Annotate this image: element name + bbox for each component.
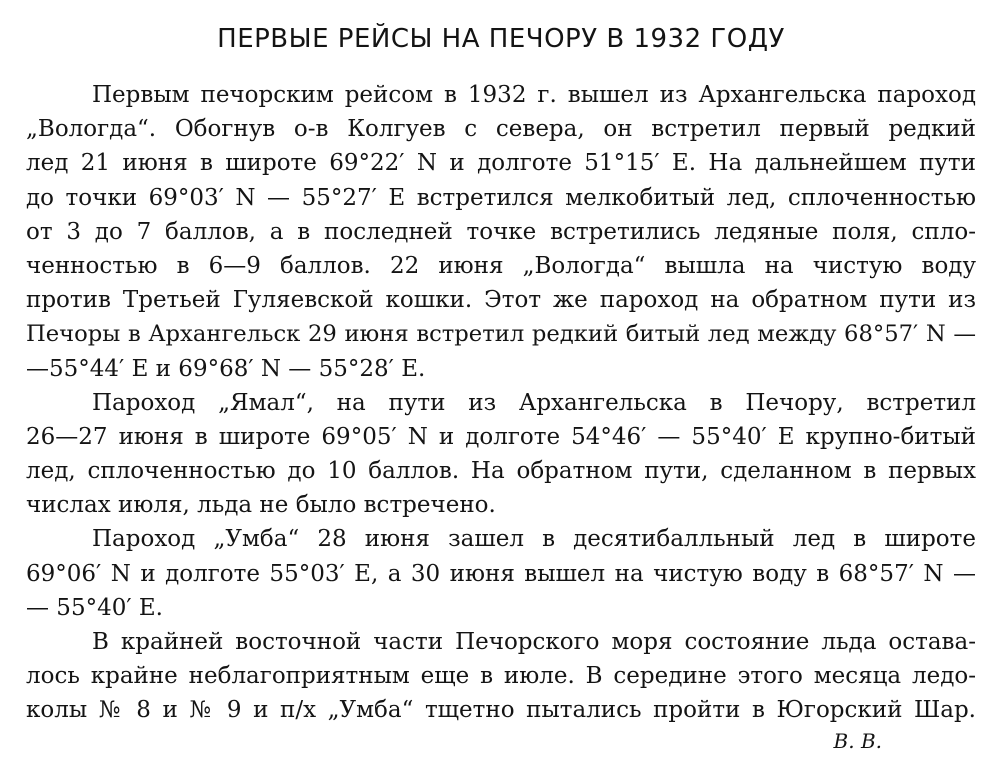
text-line: лед 21 июня в широте 69°22′ N и долготе 51°15′ E. На дальнейшем пути — [26, 150, 976, 177]
text-line: против Третьей Гуляевской кошки. Этот же пароход на обратном пути из — [26, 287, 976, 314]
text-line: Пароход „Умба“ 28 июня зашел в десятибалльный лед в широте — [92, 526, 976, 553]
text-line: ченностью в 6—9 баллов. 22 июня „Вологда“ вышла на чистую воду — [26, 252, 976, 279]
author-signature: В. В. — [833, 728, 882, 753]
text-line: лед, сплоченностью до 10 баллов. На обратном пути, сделанном в первых — [26, 458, 976, 485]
text-line: лось крайне неблагоприятным еще в июле. В середине этого месяца ледо- — [26, 663, 976, 690]
text-line: „Вологда“. Обогнув о-в Колгуев с севера, он встретил первый редкий — [26, 116, 976, 143]
text-line: Печоры в Архангельск 29 июня встретил редкий битый лед между 68°57′ N — — [26, 321, 976, 348]
text-line: В крайней восточной части Печорского моря состояние льда остава- — [92, 629, 976, 655]
text-line: 69°06′ N и долготе 55°03′ E, а 30 июня вышел на чистую воду в 68°57′ N — — [26, 560, 976, 587]
text-line: — 55°40′ E. — [26, 594, 163, 621]
text-line: до точки 69°03′ N — 55°27′ E встретился мелкобитый лед, сплоченностью — [26, 184, 976, 211]
text-line: 26—27 июня в широте 69°05′ N и долготе 54°46′ — 55°40′ E крупно-битый — [26, 423, 976, 450]
paragraph-umba — [26, 522, 976, 625]
text-line: Пароход „Ямал“, на пути из Архангельска в Печору, встретил — [92, 389, 976, 416]
text-line: от 3 до 7 баллов, а в последней точке встретились ледяные поля, спло- — [26, 218, 976, 245]
page-title: ПЕРВЫЕ РЕЙСЫ НА ПЕЧОРУ В 1932 ГОДУ — [217, 24, 785, 54]
text-line: Первым печорским рейсом в 1932 г. вышел из Архангельска пароход — [92, 82, 976, 108]
paragraph-vologda — [26, 78, 976, 386]
paragraph-east-pechora-sea — [26, 625, 976, 728]
text-line: числах июля, льда не было встречено. — [26, 492, 496, 519]
text-line: колы № 8 и № 9 и п/х „Умба“ тщетно пытались пройти в Югорский Шар. — [26, 697, 976, 724]
paragraph-yamal — [26, 386, 976, 523]
article-body — [26, 78, 976, 728]
text-line: —55°44′ E и 69°68′ N — 55°28′ E. — [26, 355, 426, 382]
